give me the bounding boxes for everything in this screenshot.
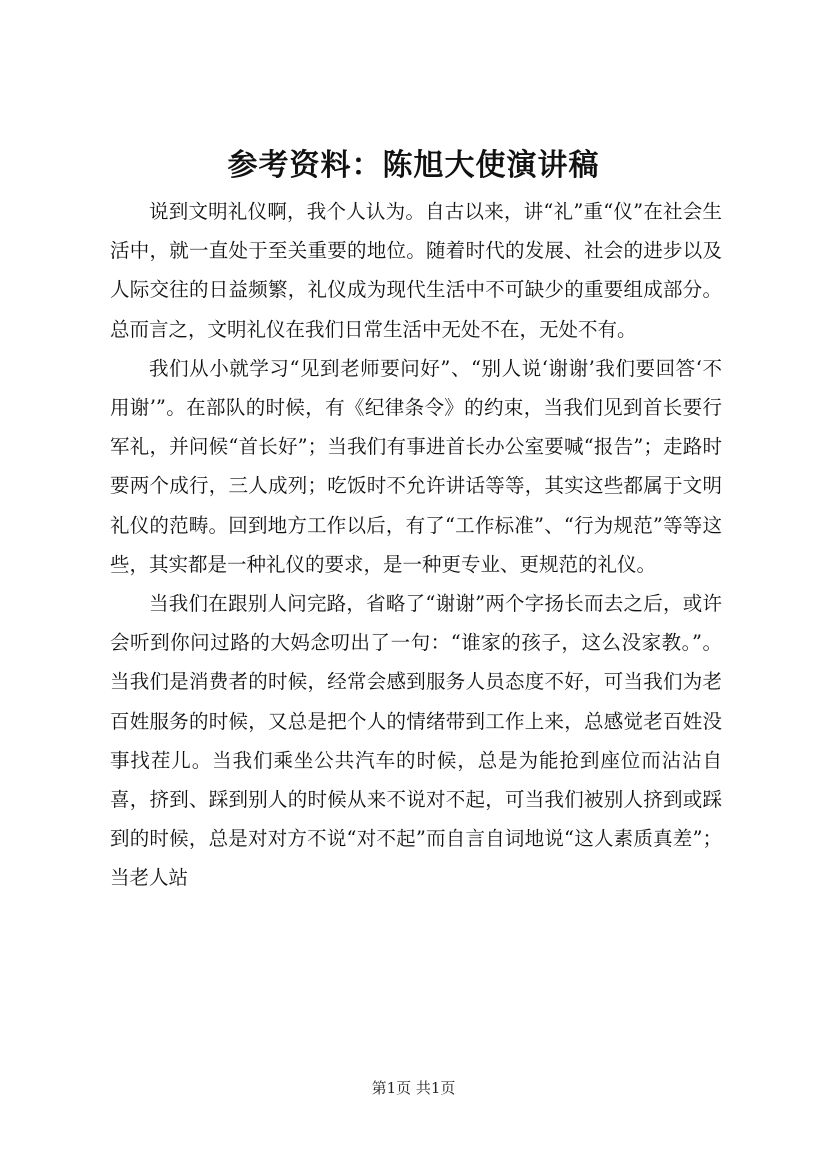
document-title: 参考资料：陈旭大使演讲稿: [227, 148, 600, 183]
paragraph-2: 我们从小就学习“见到老师要问好”、“别人说‘谢谢’我们要回答‘不用谢’”。在部队的时候，有《纪律条令》的约束，当我们见到首长要行军礼，并问候“首长好”；当我们有事进首长办公室要喊“报告”；走路时要两个成行，三人成列；吃饭时不允许讲话等等，其实这些都属于文明礼仪的范畴。回到地方工作以后，有了“工作标准”、“行为规范”等等这些，其实都是一种礼仪的要求，是一种更专业、更规范的礼仪。: [110, 356, 722, 576]
paragraph-3: 当我们在跟别人问完路，省略了“谢谢”两个字扬长而去之后，或许会听到你问过路的大妈念叨出了一句：“谁家的孩子，这么没家教。”。当我们是消费者的时候，经常会感到服务人员态度不好，可当我们为老百姓服务的时候，又总是把个人的情绪带到工作上来，总感觉老百姓没事找茬儿。当我们乘坐公共汽车的时候，总是为能抢到座位而沾沾自喜，挤到、踩到别人的时候从来不说对不起，可当我们被别人挤到或踩到的时候，总是对对方不说“对不起”而自言自词地说“这人素质真差”；当老人站: [110, 592, 722, 890]
page-footer: 第1页 共1页: [371, 1079, 456, 1097]
paragraph-1: 说到文明礼仪啊，我个人认为。自古以来，讲“礼”重“仪”在社会生活中，就一直处于至关重要的地位。随着时代的发展、社会的进步以及人际交往的日益频繁，礼仪成为现代生活中不可缺少的重要组成部分。总而言之，文明礼仪在我们日常生活中无处不在，无处不有。: [110, 200, 722, 341]
document-body: [110, 192, 722, 898]
